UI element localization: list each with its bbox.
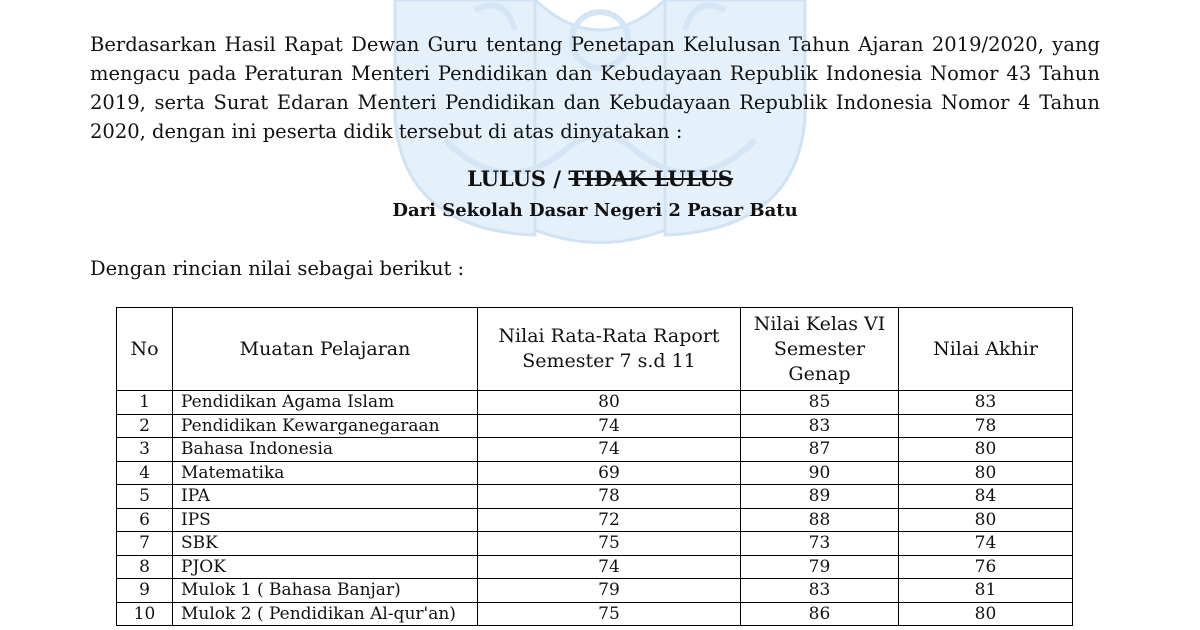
table-row	[117, 438, 1073, 462]
cell-subject: Pendidikan Kewarganegaraan	[173, 414, 478, 438]
cell-akhir: 80	[899, 602, 1073, 626]
header-raport	[478, 308, 741, 391]
table-row	[117, 485, 1073, 509]
cell-kelas: 90	[741, 461, 899, 485]
cell-akhir: 80	[899, 461, 1073, 485]
cell-no: 8	[117, 555, 173, 579]
header-raport-line: Semester 7 s.d 11	[522, 350, 696, 372]
cell-akhir: 84	[899, 485, 1073, 509]
cell-raport: 79	[478, 579, 741, 603]
cell-subject: SBK	[173, 532, 478, 556]
cell-subject: Pendidikan Agama Islam	[173, 391, 478, 415]
header-kelas	[741, 308, 899, 391]
cell-raport: 74	[478, 555, 741, 579]
cell-no: 1	[117, 391, 173, 415]
cell-no: 2	[117, 414, 173, 438]
cell-raport: 75	[478, 602, 741, 626]
status-pass: LULUS	[467, 166, 547, 191]
paragraph-line: mengacu pada Peraturan Menteri Pendidikan dan Kebudayaan Republik Indonesia Nomor 43 Tahun	[90, 62, 1100, 85]
cell-raport: 74	[478, 414, 741, 438]
cell-raport: 75	[478, 532, 741, 556]
cell-subject: PJOK	[173, 555, 478, 579]
cell-raport: 72	[478, 508, 741, 532]
paragraph-line: 2019, serta Surat Edaran Menteri Pendidikan dan Kebudayaan Republik Indonesia Nomor 4 Tahun	[90, 91, 1100, 114]
cell-kelas: 83	[741, 414, 899, 438]
header-raport-line: Nilai Rata-Rata Raport	[498, 325, 720, 347]
cell-no: 9	[117, 579, 173, 603]
cell-kelas: 89	[741, 485, 899, 509]
cell-no: 6	[117, 508, 173, 532]
cell-raport: 80	[478, 391, 741, 415]
cell-kelas: 73	[741, 532, 899, 556]
table-intro: Dengan rincian nilai sebagai berikut :	[90, 257, 465, 280]
cell-kelas: 79	[741, 555, 899, 579]
cell-akhir: 81	[899, 579, 1073, 603]
cell-no: 10	[117, 602, 173, 626]
table-row	[117, 391, 1073, 415]
header-akhir: Nilai Akhir	[899, 308, 1073, 391]
table-row	[117, 461, 1073, 485]
cell-raport: 74	[478, 438, 741, 462]
cell-akhir: 83	[899, 391, 1073, 415]
cell-kelas: 87	[741, 438, 899, 462]
cell-no: 4	[117, 461, 173, 485]
table-row	[117, 532, 1073, 556]
table-row	[117, 414, 1073, 438]
decision-paragraph	[90, 30, 1100, 146]
status-fail-struck: TIDAK LULUS	[568, 166, 733, 191]
cell-kelas: 85	[741, 391, 899, 415]
cell-raport: 78	[478, 485, 741, 509]
cell-kelas: 86	[741, 602, 899, 626]
cell-akhir: 80	[899, 508, 1073, 532]
cell-subject: IPS	[173, 508, 478, 532]
cell-akhir: 76	[899, 555, 1073, 579]
header-kelas-line: Genap	[788, 362, 851, 385]
cell-subject: Mulok 2 ( Pendidikan Al-qur'an)	[173, 602, 478, 626]
table-row	[117, 602, 1073, 626]
table-row	[117, 555, 1073, 579]
cell-no: 3	[117, 438, 173, 462]
graduation-status	[0, 166, 1200, 191]
table-header-row	[117, 308, 1073, 391]
grades-table	[116, 307, 1073, 626]
cell-no: 7	[117, 532, 173, 556]
cell-subject: IPA	[173, 485, 478, 509]
cell-kelas: 88	[741, 508, 899, 532]
table-row	[117, 508, 1073, 532]
cell-akhir: 80	[899, 438, 1073, 462]
table-row	[117, 579, 1073, 603]
header-no: No	[117, 308, 173, 391]
cell-subject: Bahasa Indonesia	[173, 438, 478, 462]
cell-akhir: 78	[899, 414, 1073, 438]
paragraph-line: Berdasarkan Hasil Rapat Dewan Guru tentang Penetapan Kelulusan Tahun Ajaran 2019/2020, yang	[90, 33, 1100, 56]
cell-raport: 69	[478, 461, 741, 485]
school-name: Dari Sekolah Dasar Negeri 2 Pasar Batu	[392, 200, 798, 221]
cell-kelas: 83	[741, 579, 899, 603]
cell-subject: Mulok 1 ( Bahasa Banjar)	[173, 579, 478, 603]
cell-akhir: 74	[899, 532, 1073, 556]
header-subject: Muatan Pelajaran	[173, 308, 478, 391]
cell-subject: Matematika	[173, 461, 478, 485]
header-kelas-line: Semester	[773, 337, 866, 360]
status-separator: /	[546, 166, 569, 191]
header-kelas-line: Nilai Kelas VI	[753, 312, 886, 335]
cell-no: 5	[117, 485, 173, 509]
paragraph-line: 2020, dengan ini peserta didik tersebut di atas dinyatakan :	[90, 120, 683, 143]
